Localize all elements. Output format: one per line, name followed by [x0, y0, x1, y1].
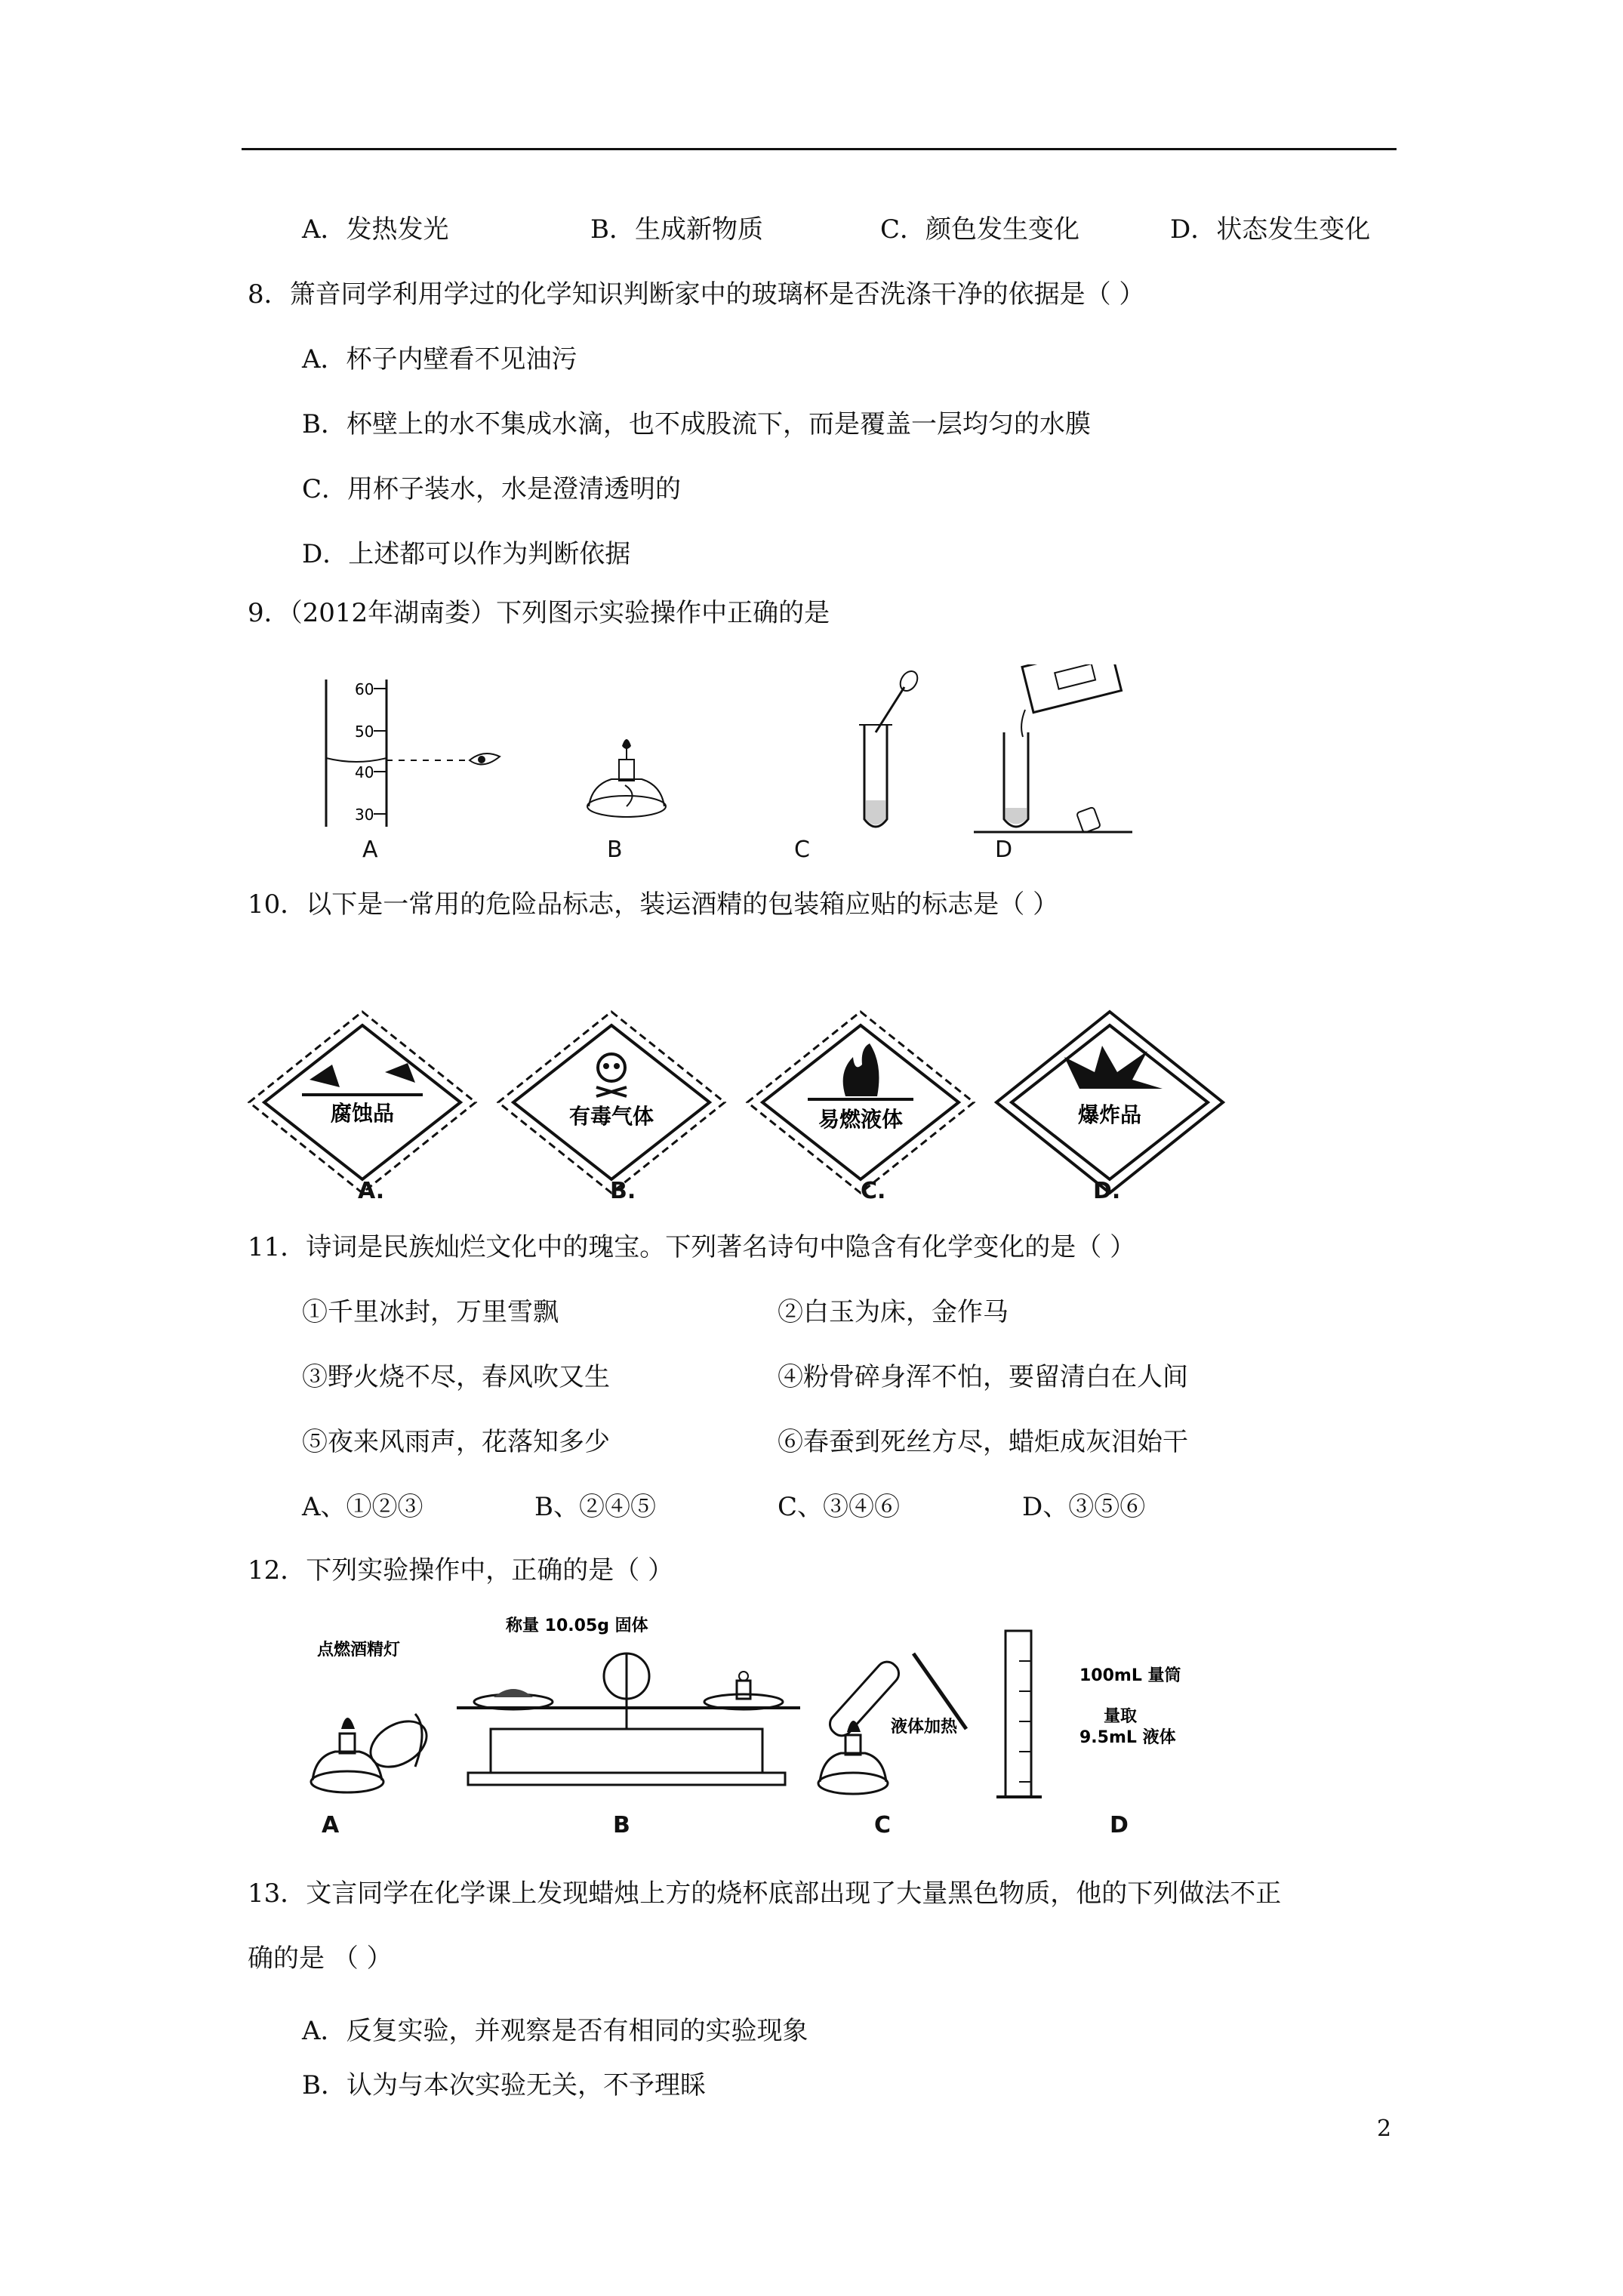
reagent-bottle-icon [1022, 664, 1121, 713]
q10-label-a: A. [358, 1178, 385, 1204]
q11-option-b: B、②④⑤ [534, 1492, 656, 1522]
q12-caption-d3: 9.5mL 液体 [1079, 1728, 1176, 1747]
q12-label-d: D [1110, 1812, 1129, 1838]
dropper-icon [897, 668, 921, 694]
flame-icon [341, 1718, 355, 1729]
q11-item-2: ②白玉为床，金作马 [778, 1297, 1009, 1327]
q7-option-b: B．生成新物质 [590, 214, 763, 245]
tick-60: 60 [355, 680, 374, 698]
q9-label-d: D [995, 837, 1013, 863]
flame-icon [622, 739, 631, 749]
q9-figure-c [859, 668, 921, 827]
header-rule [242, 148, 1397, 150]
q11-option-c: C、③④⑥ [778, 1492, 901, 1522]
q12-figure-c [818, 1653, 966, 1794]
q12-figures [302, 1608, 1283, 1820]
q12-label-c: C [874, 1812, 892, 1838]
q13-option-b: B．认为与本次实验无关，不予理睬 [302, 2070, 706, 2100]
q11-item-3: ③野火烧不尽，春风吹又生 [302, 1362, 610, 1392]
q10-label-d: D. [1093, 1178, 1121, 1204]
hazard-sign-toxic-gas [498, 1012, 725, 1193]
q12-caption-d2: 量取 [1104, 1707, 1138, 1726]
q9-figure-a [326, 680, 500, 827]
q10-label-c: C. [861, 1178, 886, 1204]
q9-figure-b [587, 739, 666, 817]
q9-stem: 9．（2012年湖南娄）下列图示实验操作中正确的是 [248, 598, 830, 628]
measuring-cylinder-icon [1006, 1631, 1031, 1797]
q7-option-c: C．颜色发生变化 [880, 214, 1080, 245]
sign-label-explosive: 爆炸品 [1077, 1102, 1142, 1127]
sign-label-flammable-liquid: 易燃液体 [818, 1107, 904, 1132]
q12-caption-c: 液体加热 [891, 1718, 958, 1737]
tick-50: 50 [355, 723, 374, 741]
q12-caption-a: 点燃酒精灯 [317, 1641, 401, 1660]
hazard-sign-flammable-liquid [747, 1012, 974, 1193]
skull-icon [598, 1054, 625, 1081]
sign-label-corrosive: 腐蚀品 [330, 1101, 395, 1126]
q12-label-a: A [322, 1812, 340, 1838]
tick-40: 40 [355, 763, 374, 781]
flame-icon [843, 1043, 879, 1096]
weight-icon [737, 1681, 750, 1699]
q13-option-a: A．反复实验，并观察是否有相同的实验现象 [302, 2016, 808, 2046]
q9-label-c: C [794, 837, 810, 863]
page-number: 2 [1377, 2116, 1392, 2142]
q11-stem: 11．诗词是民族灿烂文化中的瑰宝。下列著名诗句中隐含有化学变化的是（ ） [248, 1232, 1136, 1262]
q11-item-1: ①千里冰封，万里雪飘 [302, 1297, 559, 1327]
q10-label-b: B. [610, 1178, 636, 1204]
q8-option-a: A．杯子内壁看不见油污 [302, 344, 577, 374]
q12-caption-b: 称量 10.05g 固体 [506, 1616, 648, 1635]
tilted-lamp-icon [362, 1712, 434, 1776]
q11-option-a: A、①②③ [302, 1492, 423, 1522]
q10-stem: 10．以下是一常用的危险品标志，装运酒精的包装箱应贴的标志是（ ） [248, 889, 1059, 920]
bottle-cap-icon [1076, 807, 1101, 834]
q7-option-a: A．发热发光 [302, 214, 449, 245]
q8-option-b: B．杯壁上的水不集成水滴，也不成股流下，而是覆盖一层均匀的水膜 [302, 409, 1091, 439]
q12-caption-d1: 100mL 量筒 [1079, 1666, 1181, 1685]
q13-stem-line2: 确的是 （ ） [248, 1943, 393, 1974]
q12-label-b: B [613, 1812, 630, 1838]
q11-option-d: D、③⑤⑥ [1022, 1492, 1146, 1522]
q8-stem: 8．箫音同学利用学过的化学知识判断家中的玻璃杯是否洗涤干净的依据是（ ） [248, 279, 1145, 310]
q9-figures [302, 664, 1170, 876]
hazard-sign-explosive [996, 1012, 1223, 1193]
explosion-icon [1064, 1046, 1163, 1089]
q7-option-d: D．状态发生变化 [1170, 214, 1371, 245]
q12-figure-d [996, 1631, 1181, 1797]
solid-sample-icon [494, 1689, 533, 1697]
q12-figure-b [457, 1616, 800, 1785]
q8-option-d: D．上述都可以作为判断依据 [302, 539, 631, 569]
q8-option-c: C．用杯子装水，水是澄清透明的 [302, 474, 682, 504]
q11-item-4: ④粉骨碎身浑不怕，要留清白在人间 [778, 1362, 1188, 1392]
q11-item-5: ⑤夜来风雨声，花落知多少 [302, 1427, 610, 1457]
q13-stem-line1: 13．文言同学在化学课上发现蜡烛上方的烧杯底部出现了大量黑色物质，他的下列做法不正 [248, 1878, 1282, 1909]
q12-stem: 12．下列实验操作中，正确的是（ ） [248, 1555, 674, 1586]
q10-hazard-signs [242, 1004, 1261, 1200]
q12-figure-a [311, 1640, 435, 1792]
q9-label-a: A [362, 837, 378, 863]
sign-label-toxic-gas: 有毒气体 [568, 1104, 654, 1129]
q11-item-6: ⑥春蚕到死丝方尽，蜡炬成灰泪始干 [778, 1427, 1188, 1457]
q9-label-b: B [607, 837, 623, 863]
hazard-sign-corrosive [249, 1012, 476, 1193]
tick-30: 30 [355, 806, 374, 824]
q9-figure-d [974, 664, 1132, 833]
